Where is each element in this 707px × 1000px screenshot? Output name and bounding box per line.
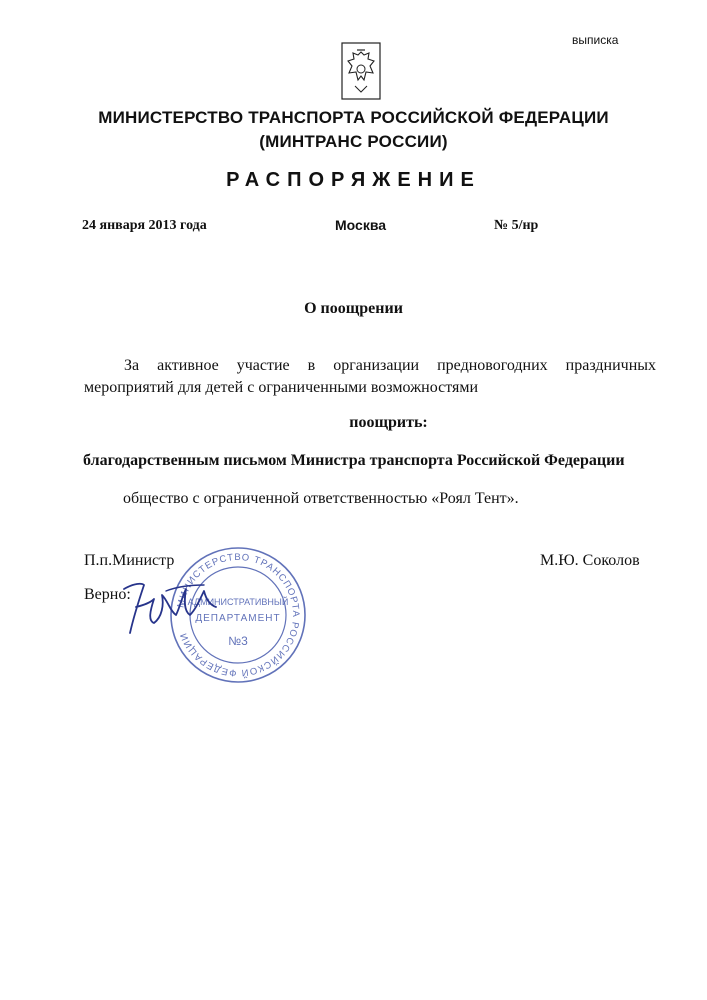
verified-label: Верно: (84, 586, 131, 603)
recipient: общество с ограниченной ответственностью «Роял Тент». (123, 490, 519, 507)
coat-of-arms-icon (341, 42, 381, 100)
stamp-line-2: ДЕПАРТАМЕНТ (195, 613, 281, 624)
document-date: 24 января 2013 года (82, 218, 207, 233)
signer-name: М.Ю. Соколов (540, 552, 640, 569)
body-line-2: мероприятий для детей с ограниченными возможностями (84, 379, 479, 396)
signer-role: П.п.Министр (84, 552, 175, 569)
ministry-short-name: (МИНТРАНС РОССИИ) (259, 132, 448, 151)
document-subject: О поощрении (304, 300, 403, 317)
resolution-verb: поощрить: (349, 414, 428, 431)
document-city: Москва (335, 217, 387, 233)
award-type: благодарственным письмом Министра транспорта Российской Федерации (83, 452, 625, 469)
stamp-ring-text: МИНИСТЕРСТВО ТРАНСПОРТА РОССИЙСКОЙ ФЕДЕРАЦИИ (175, 551, 302, 679)
copy-mark: выписка (572, 33, 619, 47)
body-paragraph (84, 355, 656, 399)
stamp-number: №3 (228, 634, 248, 648)
stamp-line-1: АДМИНИСТРАТИВНЫЙ (187, 597, 289, 607)
document-type: РАСПОРЯЖЕНИЕ (226, 169, 481, 191)
handwritten-signature (120, 577, 220, 639)
body-line-1: За активное участие в организации предновогодних праздничных (124, 357, 656, 374)
document-number: № 5/нр (494, 218, 539, 233)
ministry-name: МИНИСТЕРСТВО ТРАНСПОРТА РОССИЙСКОЙ ФЕДЕРАЦИИ (98, 108, 609, 127)
